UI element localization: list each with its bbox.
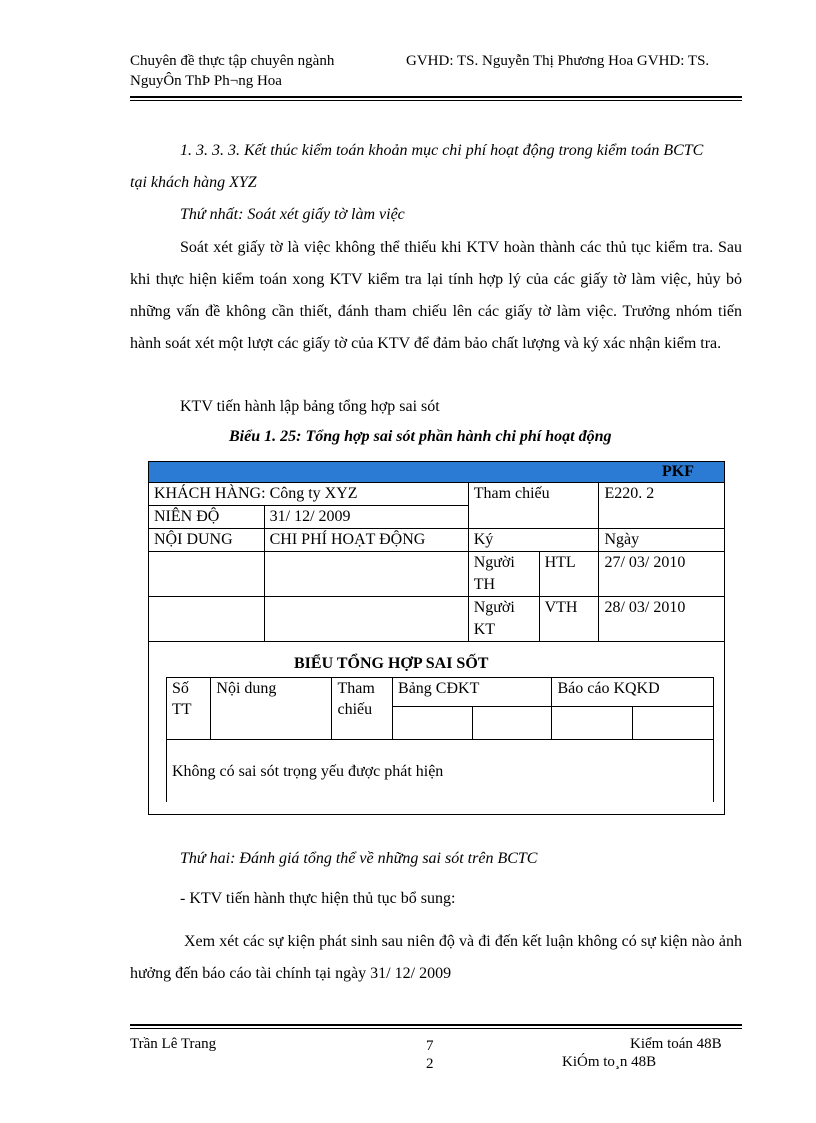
paragraph-subsequent-text: Xem xét các sự kiện phát sinh sau niên độ và đi đến kết luận không có sự kiện nào ảnh hưởng đến báo cáo tài chính tại ngày 31/ 12/ 2009 <box>130 933 742 982</box>
empty-cell <box>393 707 473 740</box>
col-ref: Tham chiếu <box>332 678 393 740</box>
col-content: Nội dung <box>211 678 332 740</box>
client-cell <box>149 483 469 506</box>
footer-page-number: 7 <box>426 1038 434 1054</box>
finding-text: Không có sai sót trọng yếu được phát hiện <box>172 762 444 780</box>
col-no: Số TT <box>167 678 211 740</box>
paragraph-review-text: Soát xét giấy tờ là việc không thể thiếu khi KTV hoàn thành các thủ tục kiểm tra. Sau khi thực hiện kiểm toán xong KTV kiểm tra lại tính hợp lý của các giấy tờ làm việc, hủy bỏ những vấn đề không cần thiết, đánh tham chiếu lên các giấy tờ làm việc. Trưởng nhóm tiến hành soát xét một lượt các giấy tờ của KTV để đảm bảo chất lượng và ký xác nhận kiểm tra. <box>130 239 742 352</box>
ref-value: E220. 2 <box>599 483 725 529</box>
paragraph-subsequent-events <box>130 926 742 990</box>
client-label: KHÁCH HÀNG: <box>154 485 266 502</box>
pkf-brand: PKF <box>149 462 725 483</box>
footer-rule <box>130 1024 742 1026</box>
client-value: Công ty XYZ <box>269 485 358 502</box>
footer-page-number-2: 2 <box>426 1056 434 1072</box>
subheading-second: Thứ hai: Đánh giá tổng thể về những sai sót trên BCTC <box>180 850 538 867</box>
subheading-first: Thứ nhất: Soát xét giấy tờ làm việc <box>180 206 405 223</box>
bullet-supplementary: - KTV tiến hành thực hiện thủ tục bổ sung: <box>180 890 456 907</box>
empty-cell <box>149 552 265 597</box>
empty-cell <box>149 597 265 642</box>
reviewer-value: VTH <box>539 597 599 642</box>
empty-cell <box>264 597 468 642</box>
footer-class-legacy: KiÓm to¸n 48B <box>562 1054 657 1070</box>
empty-cell <box>472 707 552 740</box>
col-income-statement: Báo cáo KQKD <box>552 678 714 707</box>
preparer-label: Người TH <box>468 552 539 597</box>
table-caption: Biểu 1. 25: Tổng hợp sai sót phần hành chi phí hoạt động <box>229 428 612 445</box>
finding-row <box>167 740 714 803</box>
col-balance-sheet: Bảng CĐKT <box>393 678 552 707</box>
footer-rule-thin <box>130 1028 742 1029</box>
summary-table <box>166 677 714 802</box>
preparer-value: HTL <box>539 552 599 597</box>
header-topic: Chuyên đề thực tập chuyên ngành <box>130 53 335 69</box>
summary-title: BIỂU TỔNG HỢP SAI SỐT <box>294 655 489 672</box>
paragraph-review <box>130 232 742 360</box>
year-label: NIÊN ĐỘ <box>149 506 265 529</box>
section-heading-cont: tại khách hàng XYZ <box>130 174 257 191</box>
paragraph-summary-intro: KTV tiến hành lập bảng tổng hợp sai sót <box>180 398 440 415</box>
date-label: Ngày <box>599 529 725 552</box>
footer-author: Trần Lê Trang <box>130 1036 217 1052</box>
header-author: NguyÔn ThÞ Ph¬ng Hoa <box>130 73 282 89</box>
header-rule <box>130 96 742 98</box>
empty-cell <box>264 552 468 597</box>
content-value: CHI PHÍ HOẠT ĐỘNG <box>264 529 468 552</box>
footer-class: Kiểm toán 48B <box>630 1036 722 1052</box>
ref-label: Tham chiếu <box>468 483 599 529</box>
reviewer-date: 28/ 03/ 2010 <box>599 597 725 642</box>
content-label: NỘI DUNG <box>149 529 265 552</box>
reviewer-label: Người KT <box>468 597 539 642</box>
empty-cell <box>552 707 633 740</box>
preparer-date: 27/ 03/ 2010 <box>599 552 725 597</box>
section-heading: 1. 3. 3. 3. Kết thúc kiểm toán khoản mục chi phí hoạt động trong kiểm toán BCTC <box>180 142 704 159</box>
year-value: 31/ 12/ 2009 <box>264 506 468 529</box>
header-rule-thin <box>130 100 742 101</box>
empty-cell <box>633 707 714 740</box>
sign-label: Ký <box>468 529 599 552</box>
header-supervisor: GVHD: TS. Nguyễn Thị Phương Hoa GVHD: TS. <box>406 53 710 69</box>
